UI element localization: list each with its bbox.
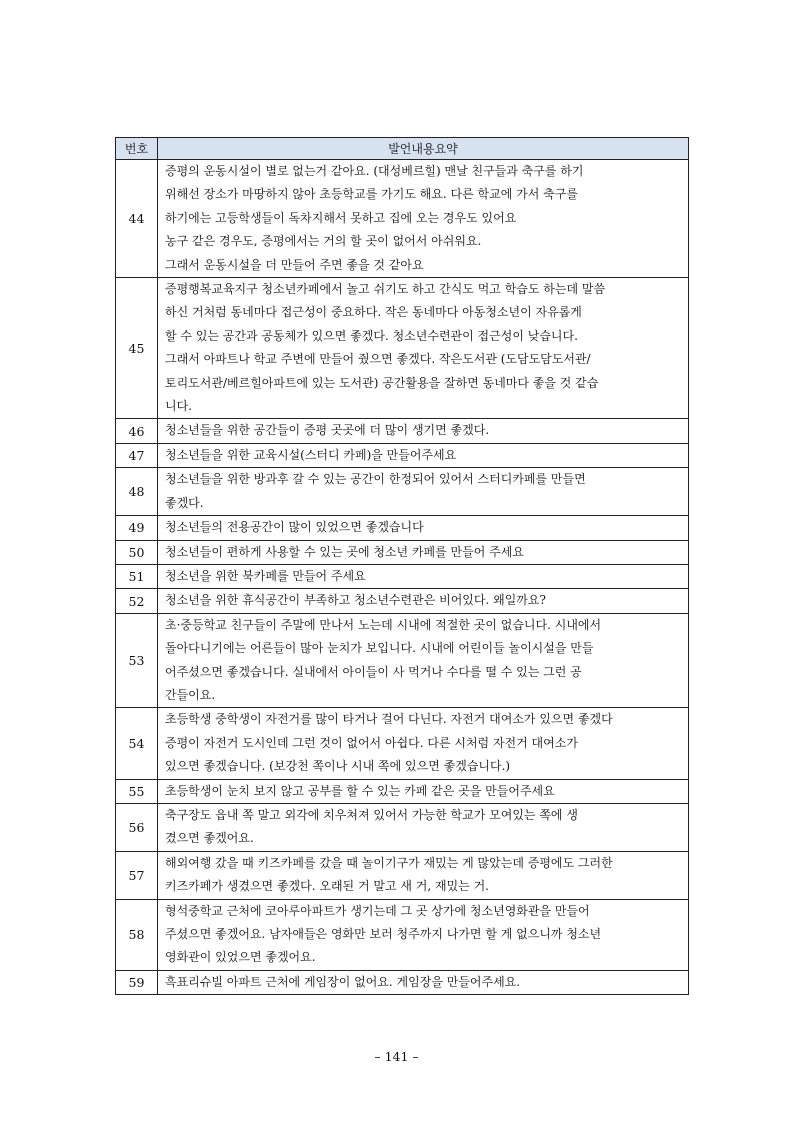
opinion-summary-table: [115, 137, 689, 995]
summary-line: 초등학생 중학생이 자전거를 많이 타거나 걸어 다닌다. 자전거 대여소가 있으면 좋겠다: [165, 712, 613, 727]
table-row: [116, 589, 689, 613]
table-row: [116, 899, 689, 970]
header-summary: 발언내용요약: [158, 138, 689, 160]
summary-line: 위해선 장소가 마땅하지 않아 초등학교를 가기도 해요. 다른 학교에 가서 축구를: [165, 187, 578, 202]
row-number: 45: [116, 278, 158, 419]
row-summary: [158, 708, 689, 779]
table-row: [116, 516, 689, 540]
summary-line: 있으면 좋겠습니다. (보강천 쪽이나 시내 쪽에 있으면 좋겠습니다.): [165, 759, 511, 774]
row-summary: [158, 779, 689, 803]
row-summary: [158, 160, 689, 278]
row-number: 56: [116, 803, 158, 851]
summary-line: 청소년들의 전용공간이 많이 있었으면 좋겠습니다: [165, 520, 424, 535]
table-row: [116, 779, 689, 803]
row-summary: [158, 443, 689, 467]
row-summary: [158, 899, 689, 970]
summary-line: 해외여행 갔을 때 키즈카페를 갔을 때 놀이기구가 재밌는 게 많았는데 증평에도 그러한: [165, 855, 613, 870]
row-summary: [158, 851, 689, 899]
row-summary: [158, 803, 689, 851]
header-number: 번호: [116, 138, 158, 160]
row-number: 49: [116, 516, 158, 540]
table-row: [116, 419, 689, 443]
table-row: [116, 278, 689, 419]
summary-line: 증평의 운동시설이 별로 없는거 같아요. (대성베르힐) 맨날 친구들과 축구를 하기: [165, 164, 584, 178]
summary-line: 청소년들을 위한 방과후 갈 수 있는 공간이 한정되어 있어서 스터디카페를 만들면: [165, 472, 586, 487]
summary-line: 증평행복교육지구 청소년카페에서 놀고 쉬기도 하고 간식도 먹고 학습도 하는데 말씀: [165, 282, 606, 297]
summary-line: 영화관이 있었으면 좋겠어요.: [165, 950, 316, 965]
summary-line: 주셨으면 좋겠어요. 남자애들은 영화만 보러 청주까지 나가면 할 게 없으니까 청소년: [165, 927, 602, 941]
row-number: 50: [116, 540, 158, 564]
summary-line: 간들이요.: [165, 687, 216, 702]
table-row: [116, 443, 689, 467]
summary-line: 청소년들을 위한 교육시설(스터디 카페)을 만들어주세요: [165, 447, 457, 462]
page-number: – 141 –: [374, 1049, 419, 1064]
summary-line: 축구장도 읍내 쪽 말고 외각에 치우쳐져 있어서 가능한 학교가 모여있는 쪽에 생: [165, 807, 578, 822]
summary-line: 초등학생이 눈치 보지 않고 공부를 할 수 있는 카페 같은 곳을 만들어주세요: [165, 783, 555, 798]
row-number: 48: [116, 468, 158, 516]
row-summary: [158, 613, 689, 708]
summary-line: 그래서 운동시설을 더 만들어 주면 좋을 것 같아요: [165, 257, 424, 272]
summary-line: 흑표리슈빌 아파트 근처에 게임장이 없어요. 게임장을 만들어주세요.: [165, 974, 521, 989]
row-number: 51: [116, 564, 158, 588]
summary-line: 그래서 아파트나 학교 주변에 만들어 줬으면 좋겠다. 작은도서관 (도담도담도서관/: [165, 352, 591, 367]
table-row: [116, 564, 689, 588]
table-row: [116, 970, 689, 994]
summary-line: 형석중학교 근처에 코아루아파트가 생기는데 그 곳 상가에 청소년영화관을 만들어: [165, 903, 590, 918]
table-row: [116, 803, 689, 851]
opinion-table-container: [115, 137, 688, 995]
table-header-row: [116, 138, 689, 160]
summary-line: 니다.: [165, 399, 192, 414]
summary-line: 돌아다니기에는 어른들이 많아 눈치가 보입니다. 시내에 어린이들 놀이시설을 만들: [165, 641, 594, 656]
summary-line: 키즈카페가 생겼으면 좋겠다. 오래된 거 말고 새 거, 재밌는 거.: [165, 879, 489, 894]
summary-line: 좋겠다.: [165, 495, 204, 510]
row-number: 57: [116, 851, 158, 899]
table-row: [116, 468, 689, 516]
row-summary: [158, 468, 689, 516]
row-summary: [158, 419, 689, 443]
table-row: [116, 851, 689, 899]
summary-line: 겼으면 좋겠어요.: [165, 831, 254, 846]
row-summary: [158, 540, 689, 564]
table-row: [116, 708, 689, 779]
row-number: 55: [116, 779, 158, 803]
row-number: 44: [116, 160, 158, 278]
row-number: 58: [116, 899, 158, 970]
row-summary: [158, 278, 689, 419]
row-summary: [158, 970, 689, 994]
row-number: 46: [116, 419, 158, 443]
summary-line: 증평이 자전거 도시인데 그런 것이 없어서 아쉽다. 다른 시처럼 자전거 대여소가: [165, 735, 578, 750]
summary-line: 하신 거처럼 동네마다 접근성이 중요하다. 작은 동네마다 아동청소년이 자유롭게: [165, 305, 582, 320]
row-summary: [158, 564, 689, 588]
row-number: 53: [116, 613, 158, 708]
summary-line: 농구 같은 경우도, 증평에서는 거의 할 곳이 없어서 아쉬워요.: [165, 234, 482, 249]
table-row: [116, 160, 689, 278]
summary-line: 토리도서관/베르힐아파트에 있는 도서관) 공간활용을 잘하면 동네마다 좋을 것 같습: [165, 375, 599, 390]
summary-line: 청소년들을 위한 공간들이 증평 곳곳에 더 많이 생기면 좋겠다.: [165, 423, 490, 438]
summary-line: 청소년들이 편하게 사용할 수 있는 곳에 청소년 카페를 만들어 주세요: [165, 544, 524, 559]
summary-line: 청소년을 위한 휴식공간이 부족하고 청소년수련관은 비어있다. 왜일까요?: [165, 593, 546, 608]
row-number: 54: [116, 708, 158, 779]
summary-line: 초·중등학교 친구들이 주말에 만나서 노는데 시내에 적절한 곳이 없습니다. 시내에서: [165, 617, 602, 632]
table-row: [116, 613, 689, 708]
row-number: 47: [116, 443, 158, 467]
row-number: 52: [116, 589, 158, 613]
table-body: [116, 160, 689, 995]
row-summary: [158, 589, 689, 613]
row-summary: [158, 516, 689, 540]
summary-line: 청소년을 위한 북카페를 만들어 주세요: [165, 568, 366, 583]
summary-line: 어주셨으면 좋겠습니다. 실내에서 아이들이 사 먹거나 수다를 떨 수 있는 그런 공: [165, 664, 582, 679]
summary-line: 할 수 있는 공간과 공동체가 있으면 좋겠다. 청소년수련관이 접근성이 낮습니다.: [165, 328, 578, 343]
row-number: 59: [116, 970, 158, 994]
table-row: [116, 540, 689, 564]
summary-line: 하기에는 고등학생들이 독차지해서 못하고 집에 오는 경우도 있어요: [165, 210, 517, 225]
